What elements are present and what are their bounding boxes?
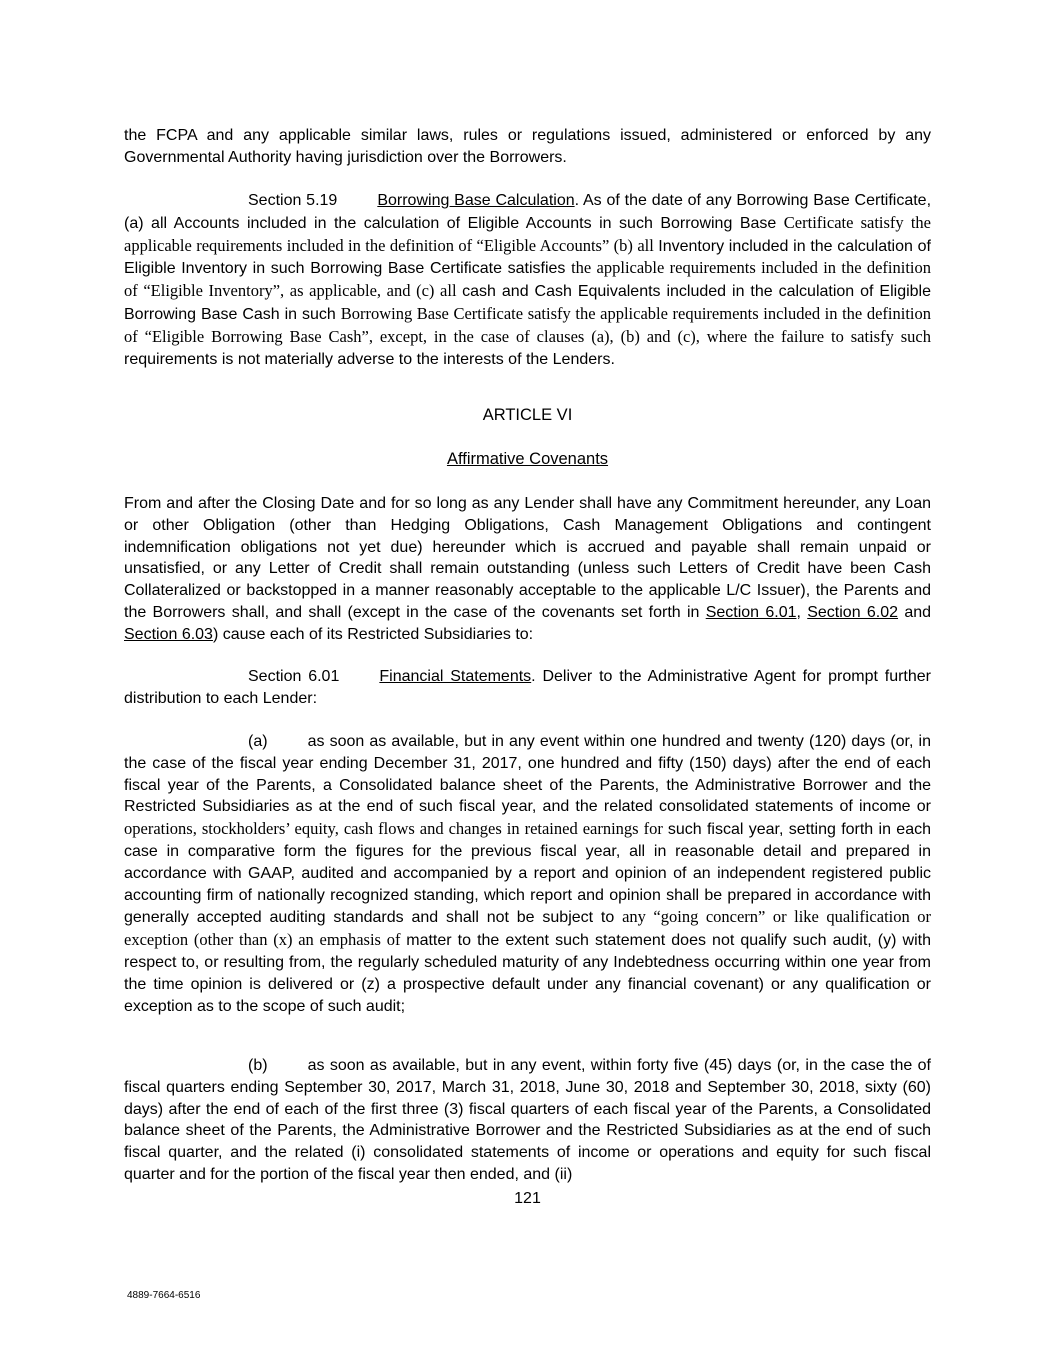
clause-b-paragraph: (b) as soon as available, but in any event, within forty five (45) days (or, in the case the of fiscal quarters ending September 30, 2017, March 31, 2018, June 30, 2018 and September 30, 2018, sixty (60) days) after the end of each of the first three (3) fiscal quarters of each fiscal year of the Parents, a Consolidated balance sheet of the Parents, the Administrative Borrower and the Restricted Subsidiaries as at the end of such fiscal quarter, and the related (i) consolidated statements of income or operations and equity for such fiscal quarter and for the portion of the fiscal year then ended, and (ii) xyxy=(124,1057,931,1183)
section-number: Section 5.19 xyxy=(248,192,338,209)
section-number: Section 6.01 xyxy=(248,668,340,685)
section-title: Financial Statements xyxy=(379,668,532,685)
section-reference: Section 6.03 xyxy=(124,625,213,643)
section-reference: Section 6.01 xyxy=(705,603,797,621)
section-6-01-paragraph: Section 6.01 Financial Statements. Deliver to the Administrative Agent for prompt further distribution to each Lender: xyxy=(124,668,932,707)
clause-label: (b) xyxy=(248,1057,268,1074)
clause-a-paragraph: (a) as soon as available, but in any event within one hundred and twenty (120) days (or, in the case of the fiscal year ending December 31, 2017, one hundred and fifty (150) days) after the end of each fiscal year of the Parents, a Consolidated balance sheet of the Parents, the Administrative Borrower and the Restricted Subsidiaries as at the end of such fiscal year, and the related consolidated statements of income or operations, stockholders’ equity, cash flows and changes in retained earnings for such fiscal year, setting forth in each case in comparative form the figures for the previous fiscal year, all in reasonable detail and prepared in accordance with GAAP, audited and accompanied by a report and opinion of an independent registered public accounting firm of nationally recognized standing, which report and opinion shall be prepared in accordance with generally accepted auditing standards and shall not be subject to any “going concern” or like qualification or exception (other than (x) an emphasis of matter to the extent such statement does not qualify such audit, (y) with respect to, or resulting from, the regularly scheduled maturity of any Indebtedness occurring within one year from the time opinion is delivered or (z) a prospective default under any financial covenant) or any qualification or exception as to the scope of such audit; xyxy=(124,733,931,1015)
section-title: Borrowing Base Calculation xyxy=(377,192,575,209)
page-number: 121 xyxy=(514,1190,541,1207)
affirmative-covenants-intro: From and after the Closing Date and for so long as any Lender shall have any Commitment hereunder, any Loan or other Obligation (other than Hedging Obligations, Cash Management Obligations and contingent indemnification obligations not yet due) hereunder which is accrued and payable shall remain unpaid or unsatisfied, or any Letter of Credit shall remain outstanding (unless such Letters of Credit have been Cash Collateralized or backstopped in a manner reasonably acceptable to the applicable L/C Issuer), the Parents and the Borrowers shall, and shall (except in the case of the covenants set forth in Section 6.01, Section 6.02 and Section 6.03) cause each of its Restricted Subsidiaries to: xyxy=(124,495,932,643)
article-title: Affirmative Covenants xyxy=(446,450,609,468)
section-reference: Section 6.02 xyxy=(807,603,899,621)
article-heading: ARTICLE VI xyxy=(482,406,573,424)
paragraph-fcpa-continuation xyxy=(124,125,931,169)
clause-label: (a) xyxy=(248,733,268,750)
document-id: 4889-7664-6516 xyxy=(127,1290,201,1301)
section-5-19-paragraph: Section 5.19 Borrowing Base Calculation. As of the date of any Borrowing Base Certificate, (a) all Accounts included in the calculation of Eligible Accounts in such Borrowing Base Certificate satisfy the applicable requirements included in the definition of “Eligible Accounts” (b) all Inventory included in the calculation of Eligible Inventory in such Borrowing Base Certificate satisfies the applicable requirements included in the definition of “Eligible Inventory”, as applicable, and (c) all cash and Cash Equivalents included in the calculation of Eligible Borrowing Base Cash in such Borrowing Base Certificate satisfy the applicable requirements included in the definition of “Eligible Borrowing Base Cash”, except, in the case of clauses (a), (b) and (c), where the failure to satisfy such requirements is not materially adverse to the interests of the Lenders. xyxy=(124,192,932,368)
paragraph-text: the FCPA and any applicable similar laws, rules or regulations issued, administered or enforced by any Governmental Authority having jurisdiction over the Borrowers. xyxy=(124,127,931,166)
